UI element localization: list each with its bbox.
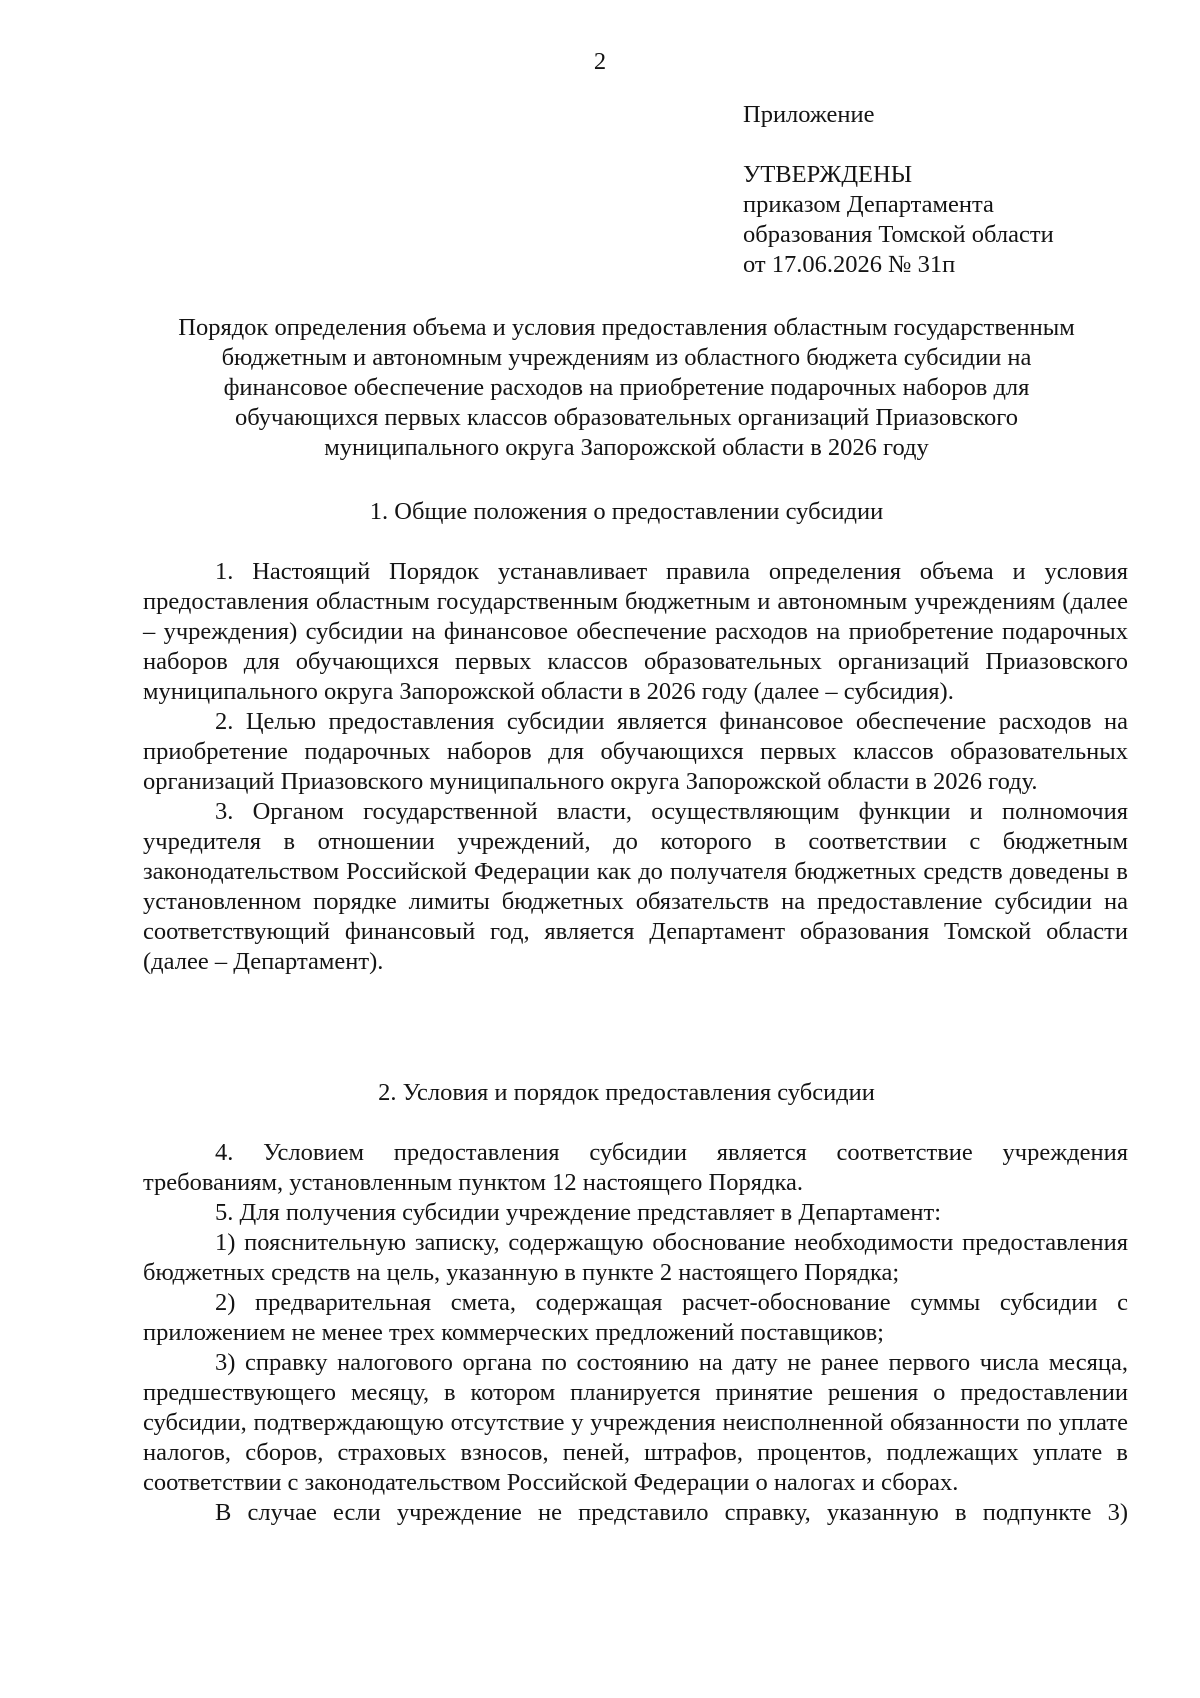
- section-1-body: [143, 557, 1128, 977]
- section-1-heading: 1. Общие положения о предоставлении субсидии: [369, 498, 884, 525]
- title-line: обучающихся первых классов образовательных организаций Приазовского: [235, 404, 1018, 431]
- paragraph-last: В случае если учреждение не представило справку, указанную в подпункте 3): [215, 1499, 1128, 1526]
- document-title: [130, 313, 1123, 463]
- attachment-label: Приложение: [743, 101, 875, 128]
- paragraph-5: 5. Для получения субсидии учреждение представляет в Департамент:: [215, 1199, 942, 1226]
- page-number: 2: [593, 48, 607, 75]
- section-2-heading: 2. Условия и порядок предоставления субсидии: [378, 1079, 875, 1106]
- approval-line-1: приказом Департамента: [743, 191, 994, 218]
- approval-line-2: образования Томской области: [743, 221, 1054, 248]
- approved-label: УТВЕРЖДЕНЫ: [743, 161, 913, 188]
- title-line: финансовое обеспечение расходов на приобретение подарочных наборов для: [223, 374, 1030, 401]
- approval-block: [743, 100, 1054, 280]
- title-line: муниципального округа Запорожской области в 2026 году: [324, 434, 929, 461]
- paragraph-4: 4. Условием предоставления субсидии является соответствие учреждения требованиям, установленным пунктом 12 настоящего Порядка.: [143, 1139, 1128, 1196]
- list-item-1: 1) пояснительную записку, содержащую обоснование необходимости предоставления бюджетных средств на цель, указанную в пункте 2 настоящего Порядка;: [143, 1229, 1128, 1286]
- title-line: бюджетным и автономным учреждениям из областного бюджета субсидии на: [221, 344, 1032, 371]
- paragraph-2: 2. Целью предоставления субсидии является финансовое обеспечение расходов на приобретение подарочных наборов для обучающихся первых классов образовательных организаций Приазовского муниципального округа Запорожской области в 2026 году.: [143, 708, 1128, 795]
- paragraph-3: 3. Органом государственной власти, осуществляющим функции и полномочия учредителя в отношении учреждений, до которого в соответствии с бюджетным законодательством Российской Федерации как до получателя бюджетных средств доведены в установленном порядке лимиты бюджетных обязательств на предоставление субсидии на соответствующий финансовый год, является Департамент образования Томской области (далее – Департамент).: [143, 798, 1128, 975]
- section-2-body: [143, 1138, 1128, 1528]
- list-item-2: 2) предварительная смета, содержащая расчет-обоснование суммы субсидии с приложением не менее трех коммерческих предложений поставщиков;: [143, 1289, 1128, 1346]
- title-line: Порядок определения объема и условия предоставления областным государственным: [178, 314, 1075, 341]
- list-item-3: 3) справку налогового органа по состоянию на дату не ранее первого числа месяца, предшествующего месяцу, в котором планируется принятие решения о предоставлении субсидии, подтверждающую отсутствие у учреждения неисполненной обязанности по уплате налогов, сборов, страховых взносов, пеней, штрафов, процентов, подлежащих уплате в соответствии с законодательством Российской Федерации о налогах и сборах.: [143, 1349, 1128, 1496]
- approval-date: от 17.06.2026 № 31п: [743, 251, 956, 278]
- paragraph-1: 1. Настоящий Порядок устанавливает правила определения объема и условия предоставления областным государственным бюджетным и автономным учреждениям (далее – учреждения) субсидии на финансовое обеспечение расходов на приобретение подарочных наборов для обучающихся первых классов образовательных организаций Приазовского муниципального округа Запорожской области в 2026 году (далее – субсидия).: [143, 558, 1128, 705]
